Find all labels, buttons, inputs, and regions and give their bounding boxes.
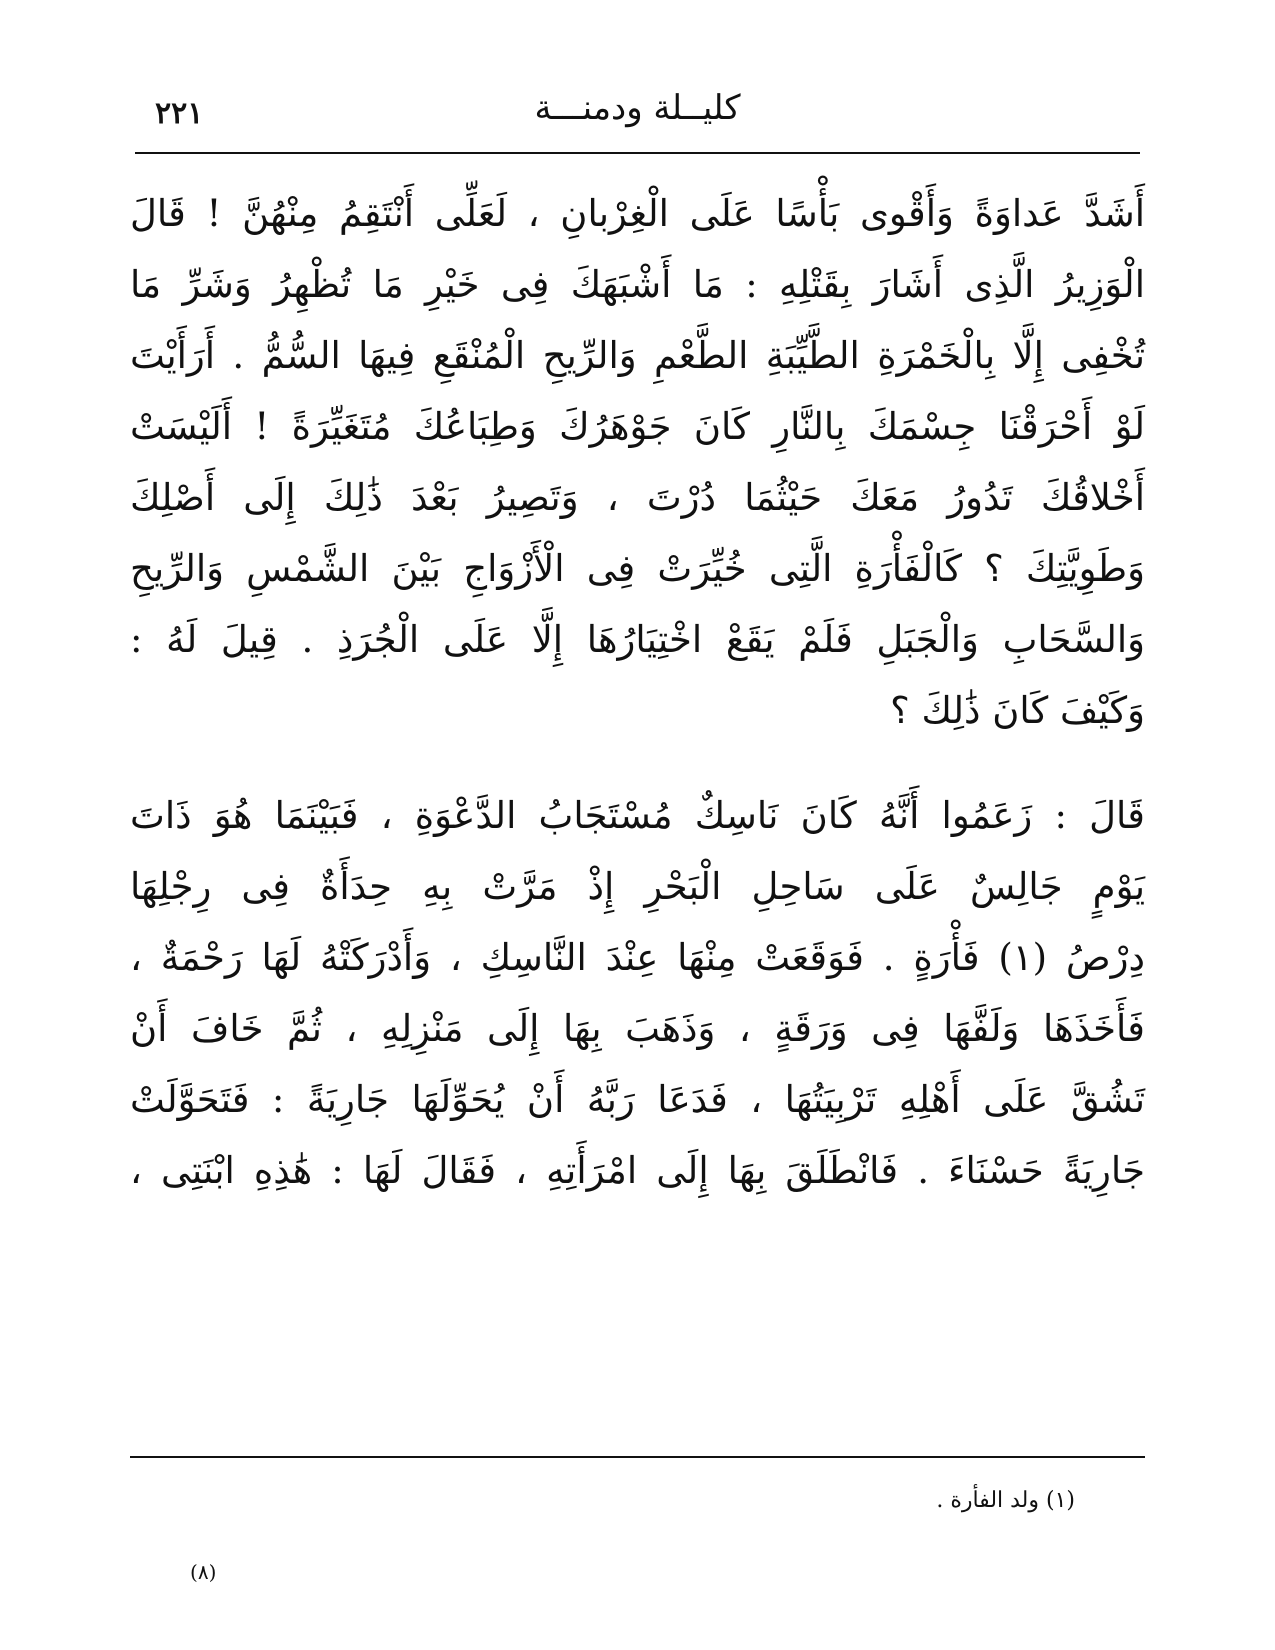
body-text	[130, 178, 1145, 1206]
text-line: وَالسَّحَابِ وَالْجَبَلِ فَلَمْ يَقَعْ اخْتِيَارُهَا إِلَّا عَلَى الْجُرَذِ . قِيلَ لَهُ :	[130, 618, 1145, 661]
text-line: وَطَوِيَّتِكَ ؟ كَالْفَأْرَةِ الَّتِى خُيِّرَتْ فِى الْأَزْوَاجِ بَيْنَ الشَّمْسِ وَالرِّيحِ	[130, 547, 1145, 590]
text-line: دِرْصُ (١) فَأْرَةٍ . فَوَقَعَتْ مِنْهَا عِنْدَ النَّاسِكِ ، وَأَدْرَكَتْهُ لَهَا رَحْمَةٌ ،	[130, 936, 1146, 979]
page-number: ٢٢١	[155, 96, 204, 131]
text-line: جَارِيَةً حَسْنَاءَ . فَانْطَلَقَ بِهَا إِلَى امْرَأَتِهِ ، فَقَالَ لَهَا : هَٰذِهِ ابْنَتِى ،	[130, 1149, 1145, 1192]
footnote-rule	[130, 1456, 1145, 1458]
text-line: أَشَدَّ عَداوَةً وَأَقْوى بَأْسًا عَلَى الْغِرْبانِ ، لَعَلِّى أَنْتَقِمُ مِنْهُنَّ ! قَالَ	[130, 192, 1145, 235]
text-line: أَخْلاقُكَ تَدُورُ مَعَكَ حَيْثُمَا دُرْتَ ، وَتَصِيرُ بَعْدَ ذَٰلِكَ إِلَى أَصْلِكَ	[130, 476, 1145, 519]
text-line: تَشُقَّ عَلَى أَهْلِهِ تَرْبِيَتُهَا ، فَدَعَا رَبَّهُ أَنْ يُحَوِّلَهَا جَارِيَةً : فَتَحَوَّلَتْ	[130, 1078, 1145, 1121]
text-line: تُخْفِى إِلَّا بِالْخَمْرَةِ الطَّيِّبَةِ الطَّعْمِ وَالرِّيحِ الْمُنْقَعِ فِيهَا السُّمُّ . أَرَأَيْتَ	[130, 334, 1145, 377]
text-line: وَكَيْفَ كَانَ ذَٰلِكَ ؟	[890, 689, 1145, 732]
footnote: (١) ولد الفأرة .	[936, 1488, 1075, 1513]
text-line: فَأَخَذَهَا وَلَفَّهَا فِى وَرَقَةٍ ، وَذَهَبَ بِهَا إِلَى مَنْزِلِهِ ، ثُمَّ خَافَ أَنْ	[130, 1007, 1145, 1050]
paragraph-gap	[130, 746, 1145, 780]
page-header	[135, 88, 1140, 148]
signature-mark: (٨)	[190, 1560, 217, 1584]
text-line: قَالَ : زَعَمُوا أَنَّهُ كَانَ نَاسِكٌ مُسْتَجَابُ الدَّعْوَةِ ، فَبَيْنَمَا هُوَ ذَاتَ	[130, 794, 1145, 837]
text-line: لَوْ أَحْرَقْنَا جِسْمَكَ بِالنَّارِ كَانَ جَوْهَرُكَ وَطِبَاعُكَ مُتَغَيِّرَةً ! أَلَيْسَتْ	[130, 405, 1145, 448]
text-line: الْوَزِيرُ الَّذِى أَشَارَ بِقَتْلِهِ : مَا أَشْبَهَكَ فِى خَيْرِ مَا تُظْهِرُ وَشَرِّ مَا	[130, 263, 1145, 306]
header-rule	[135, 152, 1140, 154]
running-title: كليــلة ودمنـــة	[534, 88, 741, 128]
text-line: يَوْمٍ جَالِسٌ عَلَى سَاحِلِ الْبَحْرِ إِذْ مَرَّتْ بِهِ حِدَأَةٌ فِى رِجْلِهَا	[130, 865, 1145, 908]
